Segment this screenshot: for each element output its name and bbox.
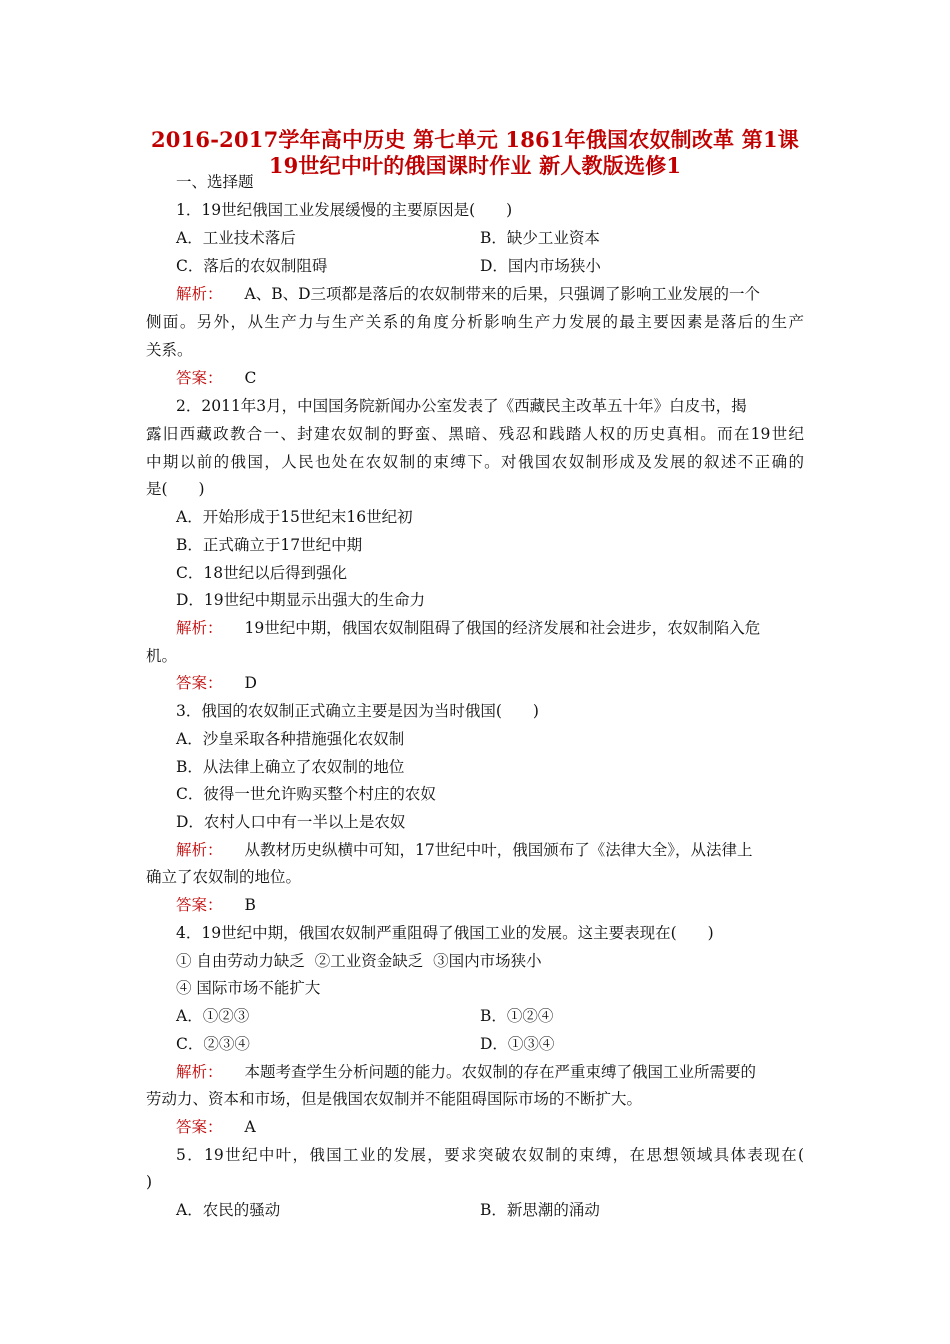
q1-answer <box>176 368 256 388</box>
q3-option-c: C．彼得一世允许购买整个村庄的农奴 <box>176 785 436 803</box>
q3-option-d: D．农村人口中有一半以上是农奴 <box>176 813 406 831</box>
q3-analysis-label: 解析： <box>176 841 223 859</box>
q1-answer-label: 答案： <box>176 369 223 387</box>
q1-answer-value: C <box>244 369 257 387</box>
q3-analysis-text-1: 从教材历史纵横中可知，17世纪中叶，俄国颁布了《法律大全》，从法律上 <box>244 841 753 859</box>
title-line-1: 2016-2017学年高中历史 第七单元 1861年俄国农奴制改革 第1课 <box>150 127 799 152</box>
q4-item-1: ① 自由劳动力缺乏 <box>176 952 305 970</box>
q4-stem: 4．19世纪中期，俄国农奴制严重阻碍了俄国工业的发展。这主要表现在( ) <box>176 924 714 942</box>
q2-analysis-text-1: 19世纪中期，俄国农奴制阻碍了俄国的经济发展和社会进步，农奴制陷入危 <box>244 619 761 637</box>
q3-option-b: B．从法律上确立了农奴制的地位 <box>176 758 405 776</box>
q4-answer-label: 答案： <box>176 1118 223 1136</box>
q2-stem-line-4: 是( ) <box>146 480 205 498</box>
q4-answer <box>176 1117 256 1137</box>
q1-option-c: C．落后的农奴制阻碍 <box>176 257 328 275</box>
q4-analysis-label: 解析： <box>176 1063 223 1081</box>
q4-analysis-text-1: 本题考查学生分析问题的能力。农奴制的存在严重束缚了俄国工业所需要的 <box>244 1063 757 1081</box>
q2-option-b: B．正式确立于17世纪中期 <box>176 536 363 554</box>
q2-stem-line-1: 2．2011年3月，中国国务院新闻办公室发表了《西藏民主改革五十年》白皮书，揭 <box>176 397 747 415</box>
q3-answer <box>176 895 256 915</box>
title-line-2: 19世纪中叶的俄国课时作业 新人教版选修1 <box>268 153 682 178</box>
q2-stem-line-2: 露旧西藏政教合一、封建农奴制的野蛮、黑暗、残忍和践踏人权的历史真相。而在19世纪 <box>146 425 804 443</box>
q2-answer <box>176 673 257 693</box>
q3-answer-value: B <box>244 896 256 914</box>
q4-items-line-1 <box>176 951 542 971</box>
q2-option-d: D．19世纪中期显示出强大的生命力 <box>176 591 426 609</box>
q1-option-d: D．国内市场狭小 <box>480 257 601 275</box>
q5-option-a: A．农民的骚动 <box>176 1201 281 1219</box>
q5-stem-line-1: 5．19世纪中叶，俄国工业的发展，要求突破农奴制的束缚，在思想领域具体表现在( <box>176 1146 804 1164</box>
q1-option-b: B．缺少工业资本 <box>480 229 600 247</box>
q2-analysis-label: 解析： <box>176 619 223 637</box>
q2-analysis-line-2: 机。 <box>146 647 178 665</box>
q4-answer-value: A <box>244 1118 256 1136</box>
q3-stem: 3．俄国的农奴制正式确立主要是因为当时俄国( ) <box>176 702 539 720</box>
q3-option-a: A．沙皇采取各种措施强化农奴制 <box>176 730 405 748</box>
q4-item-3: ③国内市场狭小 <box>433 952 542 970</box>
q3-answer-label: 答案： <box>176 896 223 914</box>
q5-option-b: B．新思潮的涌动 <box>480 1201 600 1219</box>
q2-answer-label: 答案： <box>176 674 223 692</box>
q2-analysis-line-1 <box>176 618 760 638</box>
q3-analysis-line-2: 确立了农奴制的地位。 <box>146 868 302 886</box>
q4-analysis-line-1 <box>176 1062 756 1082</box>
q3-analysis-line-1 <box>176 840 753 860</box>
q2-option-c: C．18世纪以后得到强化 <box>176 564 348 582</box>
q1-option-a: A．工业技术落后 <box>176 229 296 247</box>
q1-analysis-text-1: A、B、D三项都是落后的农奴制带来的后果，只强调了影响工业发展的一个 <box>244 285 761 303</box>
q2-option-a: A．开始形成于15世纪末16世纪初 <box>176 508 413 526</box>
section-heading: 一、选择题 <box>176 173 254 191</box>
q1-analysis-line-1 <box>176 284 760 304</box>
q1-analysis-line-3: 关系。 <box>146 341 193 359</box>
q4-option-d: D．①③④ <box>480 1035 555 1053</box>
q4-item-2: ②工业资金缺乏 <box>314 952 424 970</box>
q4-option-b: B．①②④ <box>480 1007 554 1025</box>
q5-stem-line-2: ) <box>146 1173 153 1191</box>
q1-analysis-label: 解析： <box>176 285 223 303</box>
q1-stem: 1．19世纪俄国工业发展缓慢的主要原因是( ) <box>176 201 513 219</box>
q1-analysis-line-2: 侧面。另外，从生产力与生产关系的角度分析影响生产力发展的最主要因素是落后的生产 <box>146 313 804 331</box>
q4-option-c: C．②③④ <box>176 1035 250 1053</box>
q4-item-4: ④ 国际市场不能扩大 <box>176 979 321 997</box>
q4-analysis-line-2: 劳动力、资本和市场，但是俄国农奴制并不能阻碍国际市场的不断扩大。 <box>146 1090 643 1108</box>
q2-stem-line-3: 中期以前的俄国，人民也处在农奴制的束缚下。对俄国农奴制形成及发展的叙述不正确的 <box>146 453 804 471</box>
q4-option-a: A．①②③ <box>176 1007 250 1025</box>
q2-answer-value: D <box>244 674 257 692</box>
